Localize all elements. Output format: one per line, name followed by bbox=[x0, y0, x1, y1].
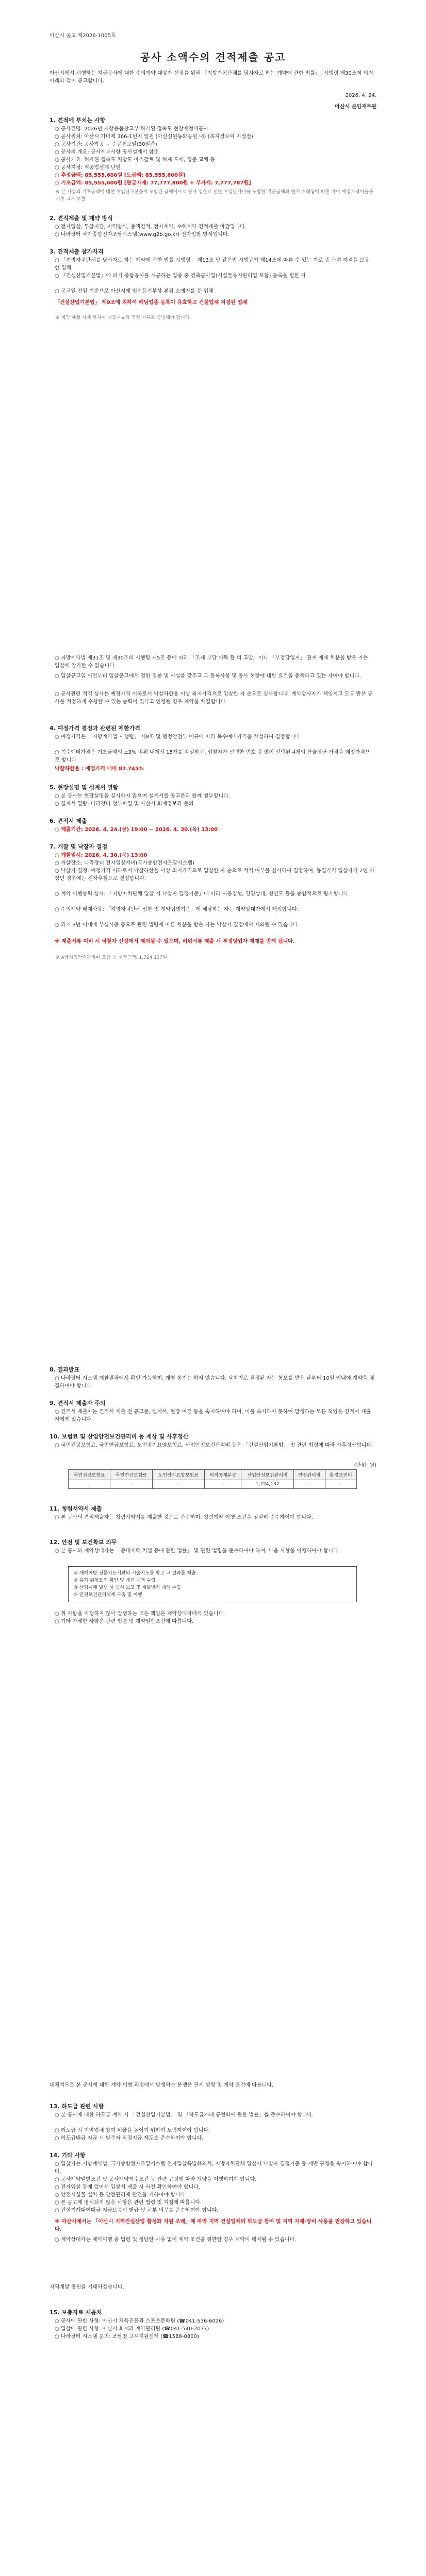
list-item: ○ 기타 자세한 사항은 관련 법령 및 계약일반조건에 따릅니다. bbox=[55, 1619, 194, 1624]
table-header: 환경보전비 bbox=[325, 1470, 356, 1480]
closing-text: 지역개발 공헌을 기대하겠습니다. bbox=[50, 2284, 124, 2290]
section-heading: 10. 보험료 및 산업안전보건관리비 등 계상 및 사후정산 bbox=[50, 1433, 189, 1440]
table-header: 노인장기요양보험료 bbox=[152, 1470, 205, 1480]
contact-item: ○ 공사에 관한 사항: 아산시 체육진흥과 스포츠문화팀 (☎041-536-6026) bbox=[55, 2318, 224, 2324]
estimated-amount: ○ 추정금액: 85,555,600원 [도급액: 85,555,600원] bbox=[55, 173, 186, 178]
list-item: ○ 본 공사의 계약상대자는 「중대재해 처벌 등에 관한 법률」 및 관련 법령을 준수하여야 하며, 다음 사항을 이행하여야 합니다. bbox=[55, 1548, 340, 1554]
list-item: ○ 공사계약일반조건 및 공사계약특수조건 등 관련 규정에 따라 계약을 이행하여야 합니다. bbox=[55, 2177, 257, 2182]
announcement-date: 2026. 4. 24. bbox=[345, 93, 376, 98]
list-item: ○ 「지방자치단체를 당사자로 하는 계약에 관한 법률 시행령」 제13조 및 같은법 시행규칙 제14조에 따른 수 있는 자로 중 관련 자격을 보유한 업체 bbox=[55, 258, 370, 271]
section-heading: 2. 견적제출 및 계약 방식 bbox=[50, 215, 113, 222]
page-1 bbox=[32, 21, 394, 618]
list-item: ○ 『건설산업기본법』에 의거 종합공사를 시공하는 업종 중 건축공사업(시설물유지관리업 포함) 등록을 필한 자 bbox=[55, 273, 306, 279]
table-header-row bbox=[69, 1470, 357, 1480]
unit-label: (단위: 원) bbox=[354, 1463, 376, 1468]
table-header: 산업안전보건관리비 bbox=[241, 1470, 294, 1480]
lower-limit-rate: 낙찰하한율 : 예정가격 대비 87.745% bbox=[55, 766, 144, 772]
section-heading: 5. 현장설명 및 설계서 열람 bbox=[50, 784, 119, 791]
list-item: ○ 수의계약 배제사유: 「지방자치단체 입찰 및 계약집행기준」에 해당하는 자는 계약상대자에서 제외합니다. bbox=[55, 907, 299, 912]
list-item: ○ 예정가격은 「지방계약법 시행령」 제8조 및 행정안전부 예규에 따라 복수예비가격을 작성하여 결정합니다. bbox=[55, 734, 302, 740]
list-item: ○ 건설기계대여대금 지급보증서 발급 및 교부 의무를 준수하여야 합니다. bbox=[55, 2208, 219, 2213]
note-text: ※ 본 사업의 기초금액에 대한 투입단가산출이 포함된 금액이므로 당사 입찰로 인한 투입단가비율 포함한 기준금액과 현저 거래됨에 따른 차이 예정가격비율을 기초 그가 투찰 bbox=[56, 190, 373, 202]
list-item: ○ 공사위치: 아산시 가마제 366-1번지 일원 (아산신원동화공원 내) (복지경로여 지정절) bbox=[55, 134, 253, 140]
page-4 bbox=[32, 2066, 394, 2576]
list-item: ○ 공사기간: 공사착공 ~ 준공통보일(30일간) bbox=[55, 142, 157, 147]
list-item: ○ 공사지정: 적공업설계 단일 bbox=[55, 165, 121, 171]
list-item: ○ 공고일 전일 기준으로 아산시에 법인등기부상 본점 소재지를 둔 업체 bbox=[55, 289, 214, 294]
list-item: ○ 전자입찰 등에 있어서 입찰서 제출 시 사전 확인하여야 합니다. bbox=[55, 2184, 201, 2190]
box-line: ③ 산업재해 발생 시 즉시 보고 및 재발방지 대책 수립 bbox=[74, 1585, 181, 1590]
base-amount: ○ 기초금액: 85,555,600원 [관급자재: 77,777,800원 + 부가세: 7,777,787원] bbox=[55, 180, 251, 186]
table-cell: 1,724,137 bbox=[241, 1480, 294, 1489]
warning-text: ※ 제출서류 미비 시 낙찰자 선정에서 제외될 수 있으며, 허위서류 제출 시 부정당업자 제재를 받게 됩니다. bbox=[55, 939, 295, 944]
table-cell: - bbox=[325, 1480, 356, 1489]
submission-period: ○ 제출기간: 2026. 4. 24.(금) 19:00 ~ 2026. 4. 30.(목) 13:00 bbox=[55, 827, 218, 833]
table-header: 퇴직공제부금 bbox=[205, 1470, 241, 1480]
section-heading: 7. 개찰 및 낙찰자 결정 bbox=[50, 843, 108, 850]
section-heading: 1. 견적에 부치는 사항 bbox=[50, 117, 106, 124]
list-item: ○ 나라장터 시스템 개찰결과에서 확인 가능하며, 개별 통지는 하지 않습니다. 낙찰자로 결정된 자는 통보를 받은 날부터 10일 이내에 계약을 체결하여야 합니다. bbox=[55, 1376, 374, 1389]
list-item: ○ 하도급 시 지역업체 참여 비율을 높이기 위하여 노력하여야 합니다. bbox=[55, 2128, 210, 2133]
list-item: ○ 입찰자는 지방계약법, 국가종합전자조달시스템 전자입찰특별유의서, 지방자치단체 입찰시 낙찰자 결정기준 등 제반 규정을 숙지하여야 합니다. bbox=[55, 2161, 373, 2175]
section-heading: 6. 견적서 제출 bbox=[50, 818, 87, 824]
page-3 bbox=[32, 1350, 394, 2050]
box-line: ④ 안전보건관리체계 구축 및 이행 bbox=[74, 1592, 142, 1598]
intro-text: 대체적으로 본 공사에 대한 계약 이행 과정에서 발생하는 분쟁은 관계 법령 및 계약 조건에 따릅니다. bbox=[50, 2082, 274, 2088]
list-item: ○ 계약 이행능력 심사: 「지방자치단체 입찰 시 낙찰자 결정기준」에 따라 시공경험, 경영상태, 신인도 등을 종합적으로 평가합니다. bbox=[55, 891, 350, 897]
local-support-notice: ※ 아산시에서는 「아산시 지역건설산업 활성화 지원 조례」에 따라 지역 건설업체의 하도급 참여 및 지역 자재·장비 사용을 권장하고 있습니다. bbox=[55, 2219, 372, 2232]
intro-text: 아산시에서 시행하는 지급공사에 대한 수의계약 대상자 선정을 위해 『지방자치단체를 당사자로 하는 계약에 관한 법률』, 시행령 제30조에 의거 아래와 같이 공고합니다. bbox=[50, 71, 373, 84]
note-text: ※ A급지정안전관리비 포함 등 계약금액: 1,724,137원 bbox=[56, 955, 167, 960]
document-number: 아산시 공고 제2026-1005호 bbox=[50, 33, 116, 39]
list-item: ○ 본 공사의 견적제출자는 청렴서약서를 제출한 것으로 간주하며, 청렴계약 이행 조건을 성실히 준수하여야 합니다. bbox=[55, 1515, 313, 1520]
safety-box bbox=[68, 1566, 357, 1602]
list-item: ○ 안전시설물 설치 등 안전관리에 만전을 기하여야 합니다. bbox=[55, 2192, 187, 2198]
list-item: ○ 지방계약법 제31조 및 제30조의 시행령 제5조 등에 따라 「조세 부당 이득 등 의 고발」이나 「부정당업자」 관계 제재 처분을 받은 자는 입찰에 참가할 수 없습니다. bbox=[55, 655, 368, 669]
list-item: ○ 본 공사에 대한 하도급 계약 시 「건설산업기본법」 및 「하도급거래 공정화에 관한 법률」을 준수하여야 합니다. bbox=[55, 2112, 314, 2118]
list-item: ○ 개찰장소: 나라장터 전자입찰서버(국가종합전자조달시스템) bbox=[55, 860, 194, 866]
contact-item: ○ 나라장터 시스템 문의: 조달청 고객지원센터 (☎1588-0800) bbox=[55, 2334, 199, 2340]
list-item: ○ 국민건강보험료, 국민연금보험료, 노인장기요양보험료, 산업안전보건관리비 등은 「건설산업기본법」 및 관련 법령에 따라 사후정산합니다. bbox=[55, 1443, 373, 1448]
section-heading: 9. 견적서 제출자 주의 bbox=[50, 1400, 106, 1406]
list-item: ○ 하도급대금 지급 시 발주자 직접지급 제도를 준수하여야 합니다. bbox=[55, 2136, 204, 2141]
list-item: ○ 전자입찰, 투찰지간, 지역방식, 총액견적, 전자계약, 수해계약 견적제출 마감입니다. bbox=[55, 224, 247, 230]
list-item: ○ 설계서 열람: 나라장터 첨부파일 및 아산시 회계정보과 문의 bbox=[55, 801, 194, 807]
section-heading: 15. 보충자료 제공처 bbox=[50, 2309, 102, 2316]
list-item: ○ 입찰공고일 이전부터 입찰공고에서 정한 업종 및 시설을 갖추고 그 등록사항 및 공사 현장에 대한 요건을 충족하고 있는 자여야 합니다. bbox=[55, 673, 361, 679]
issuing-org: 아산시 분임재무관 bbox=[335, 104, 376, 110]
table-header: 국민연금보험료 bbox=[110, 1470, 152, 1480]
contact-item: ○ 입찰에 관한 사항: 아산시 회계과 계약관리팀 (☎041-540-2077) bbox=[55, 2326, 209, 2332]
list-item: ○ 공사의 개요: 공사세부사항 공사설계서 참조 bbox=[55, 149, 159, 155]
table-cell: - bbox=[205, 1480, 241, 1489]
list-item: ○ 견적서 제출자는 견적서 제출 전 공고문, 설계서, 현장 여건 등을 숙지하여야 하며, 이를 숙지하지 못하여 발생하는 모든 책임은 견적서 제출자에게 있습니다. bbox=[55, 1409, 371, 1422]
table-header: 국민건강보험료 bbox=[69, 1470, 110, 1480]
table-cell: - bbox=[152, 1480, 205, 1489]
list-item: ○ 공사건명: 2026년 저장용품창고부 허가된 접속도 현장재정비공사 bbox=[55, 126, 209, 132]
section-heading: 13. 하도급 관련 사항 bbox=[50, 2103, 104, 2110]
table-cell: - bbox=[110, 1480, 152, 1489]
section-heading: 4. 예정가격 결정과 관련된 제한가격 bbox=[50, 725, 140, 732]
section-heading: 12. 안전 및 보건확보 의무 bbox=[50, 1539, 117, 1546]
list-item: ○ 공사개요: 허가된 접속도 처방도 아스팔트 및 허계 도배, 정문 교체 등 bbox=[55, 157, 216, 163]
list-item: ○ 과거 3년 이내에 부실시공 등으로 관련 법령에 따른 처분을 받은 자는 낙찰자 결정에서 제외될 수 있습니다. bbox=[55, 922, 300, 928]
list-item: ○ 나라장터 국가종합전자조달시스템(www.g2b.go.kr) 전자입찰 방식입니다. bbox=[55, 232, 230, 238]
page-2 bbox=[32, 639, 394, 1329]
table-row bbox=[69, 1480, 357, 1489]
table-cell: - bbox=[69, 1480, 110, 1489]
box-line: ② 유해·위험요인 확인 및 개선 대책 수립 bbox=[74, 1578, 156, 1583]
note-text: ※ 계약 체결 시에 한하여 제출서류와 적정 서류로 증빙해야 합니다. bbox=[56, 315, 191, 320]
section-heading: 3. 견적제출 참가자격 bbox=[50, 248, 104, 255]
opening-date: ○ 개찰일시: 2026. 4. 30.(목) 13:00 bbox=[55, 853, 148, 858]
table-cell: - bbox=[293, 1480, 325, 1489]
section-heading: 14. 기타 사항 bbox=[50, 2152, 86, 2159]
page-title: 공사 소액수의 견적제출 공고 bbox=[140, 51, 286, 63]
list-item: ○ 본 공사는 현장설명을 실시하지 않으며 설계서를 공고문과 함께 첨부합니다. bbox=[55, 793, 230, 799]
list-item: ○ 계약상대자는 계약이행 중 법령 및 정당한 사유 없이 계약 조건을 위반할 경우 계약이 해지될 수 있습니다. bbox=[55, 2237, 297, 2243]
insurance-table bbox=[68, 1469, 357, 1489]
highlight-text: 「건설산업기본법」 제9조에 의하여 해당업종 등록이 유효하고 건설업체 지정된 업체 bbox=[55, 300, 248, 306]
box-line: ① 재해예방 전문지도기관의 기술지도를 받고 그 결과를 제출 bbox=[74, 1571, 196, 1576]
section-heading: 11. 청렴서약서 제출 bbox=[50, 1505, 102, 1512]
section-heading: 8. 결과발표 bbox=[50, 1366, 80, 1373]
list-item: ○ 위 사항을 이행하지 않아 발생하는 모든 책임은 계약상대자에게 있습니다. bbox=[55, 1611, 225, 1617]
list-item: ○ 복수예비가격은 기초금액의 ±3% 범위 내에서 15개를 작성하고, 입찰자가 선택한 번호 중 많이 선택된 4개의 산술평균 가격을 예정가격으로 합니다. bbox=[55, 750, 370, 763]
table-header: 안전관리비 bbox=[293, 1470, 325, 1480]
list-item: ○ 공사관련 적격 심사는 예정가격 이하로서 낙찰하한율 이상 최저가격으로 입찰한 자 순으로 심사합니다. 계약당사자가 책임지고 도급 받은 공사를 적정하게 수행할 수 있는 능력이 있다고 인정될 경우 계약을 체결합니다. bbox=[55, 691, 373, 705]
list-item: ○ 본 공고에 명시되지 않은 사항은 관련 법령 및 지침에 따릅니다. bbox=[55, 2200, 202, 2206]
list-item: ○ 낙찰자 결정: 예정가격 이하로서 낙찰하한율 이상 최저가격으로 입찰한 자 순으로 적격 여부를 심사하여 결정하며, 동일가격 입찰자가 2인 이상인 경우에는 전자추첨으로 결정합니다. bbox=[55, 868, 374, 882]
